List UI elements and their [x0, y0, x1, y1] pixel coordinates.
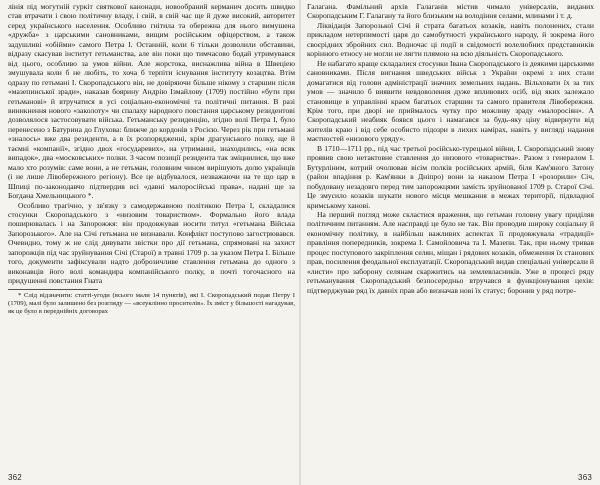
right-paragraph-3: Не набагато краще складалися стосунки Івана Скоропадського із деякими царськими сановниками. Після вигнання шведських військ з України окремі з них стали домагатися від голови адміністрації значних земельних надань. Вільховати їх за тих умов — значило б виявити невдоволення дуже впливових осіб, від яких залежало становище в управлінні краєм багатьох старшин та самого правителя Лівобережжя. Крім того, при дворі не приймалось чутку про можливу зраду «малоросіян». А Скоропадський неабияк боявся цього і намагався за будь-яку ціну відвернути від жителів краю і від себе особисто підозри в лихих намірах, навіть у вигляді надання маєтностей «низового уряду».: [307, 58, 594, 144]
right-page-number: 363: [578, 473, 592, 482]
right-page: [301, 0, 600, 485]
right-paragraph-4: В 1710—1711 рр., під час третьої російсько-турецької війни, І. Скоропадський знову проявив свою нетактовне ставлення до низового «товариства». Разом з генералом І. Бутурліним, котрий очолював вісім полків російських армій, біля Кам'яного Затону (район впадіння р. Кам'янки в Дніпро) вони за наказом Петра І «розорили» Січ, побудовану незадовго перед тим запорожцями замість зруйнованої 1709 р. Старої Січі. Це змусило козаків шукати нового місця мешкання в межах території, підвладної кримському ханові.: [307, 143, 594, 210]
left-paragraph-2: Особливо трагічно, у зв'язку з самодержавною політикою Петра I, складалися стосунки Скоропадського з «низовим товариством». Формально його влада поширювалась і на Запорожжя: він продовжував носити титул «гетьмана Війська Запорозького». Але на Січі гетьмана не визнавали. Конфлікт поступово загострювався. Очевидно, тому ж не слід дивувати звістки про дії гетьмана, спрямовані на захист запорожців під час зруйнування Січі (Старої) в травні 1709 р. за указом Петра І. Більше того, документи зафіксували надто доброзичливе ставлення гетьмана до одного з виконавців його волі командира компанійського полку, в почті тогочасного на придушенні повстання Гната: [8, 200, 295, 286]
left-page-body: [8, 2, 295, 286]
left-paragraph-1: лінія під могутній гуркіт святкової канонади, новообраний керманич досить швидко став втрачати і свою політичну владу, і свій, в свій час ще й дуже високий, авторитет серед українського населення. Особливо гнітила та обережна для нього вимушена «дружба» з царськими сановниками, вищим російським офіцерством, а також задушливі «обійми» самого Петра I. Останній, коли 6 тільки дозволили обставини, відразу скасував інститут гетьманства, але він поки що тимчасово бодай утримувався від цього, особливо за умов війни. Але жорстока, виснажлива війна в Швеціею змушувала коли б не любіть, то хоча б терпіти існування інституту козацтва. Втім одразу по гетьмані І. Скоропадського він, не довіряючи більше нікому з старшин після «мазепинської зради», наказав боярину Андрію Ізмайлову (1709) постійно «бути при гетьманові» й втручатися в усі соціально-економічні та політичні питання. В разі виникнення нового «заколоту» чи спалаху народного повстання царському резидентові дозволялося застосовувати війська. Гетьманську резиденцію, згідно волі Петра І, було перенесено з Батурина до Глухова: ближче до кордонів з Росією. Через рік при гетьмані «зналось» вже два резиденти, а в їх розпорядженні, крім драгунського полку, ще й таємні «компанії», згідно двох «государевих», на утриманні, знаходились, «на всяк випадок», два «московських» полки. З часом позиції резидента так зміцнилися, що вже мало хто розумів: саме вони, а не гетьман, головним чином вирішують долю українців (і не лише Лівобережного регіону). Все це відбувалося, незважаючи на те що цар в Шпиці по-законодавчо підтвердив всі «давні малоросійські права», надані ще за Богдана Хмельницького *.: [8, 2, 295, 201]
right-paragraph-1: Галагана. Фамільний архів Галаганів містив чимало універсалів, виданих Скоропадським Г. Галагану та його близьким на володіння селами, млинами і т. д.: [307, 2, 594, 21]
left-footnote: * Слід відзначити: статті-угоди (всього мали 14 пунктів), які І. Скоропадський подав Петру І (1709), малі було залишено без розгляду — «всеуклінно просителів». Їх зміст у більшості нагадував, як це було в переднійніх договорах: [8, 291, 295, 316]
right-page-body: [307, 2, 594, 295]
left-page: [0, 0, 299, 485]
right-paragraph-5: На перший погляд може скластися враження, що гетьман головну увагу приділяв політичним питанням. Але насправді це було не так. Він проводив широку соціальну й економічну політику, в найбільш важливих аспектах її продовжувала «традиції» правління попередників, зокрема І. Самойловича та І. Мазепи. Так, при ньому тривав процес поступового закріплення селян, міщан і рядових козаків, обмеження їх станових прав, посилення феодальної експлуатації. Скоропадський видав спеціальні універсали й «листи» про заборону селянам скаржитись на землевласників. Уже в процесі ряду гетьманування Скоропадський безпосередньо втручався в функціонування цехів: підтверджував ряд їх давніх прав або визначав нові їх статус; боронив у ряд потре-: [307, 209, 594, 295]
left-page-number: 362: [8, 473, 22, 482]
footnote-divider: [8, 289, 98, 290]
right-paragraph-2: Ліквідація Запорозької Січі й страта багатьох козаків, навіть полонених, стали прикладом нетерпимості царя до самобутності українського народу, й зокрема його своєрідних збройних сил. Водночас ці події в свідомості волелюбних представників корінного етносу не могли не лягти плямою на всю діяльність Скоропадського.: [307, 20, 594, 59]
